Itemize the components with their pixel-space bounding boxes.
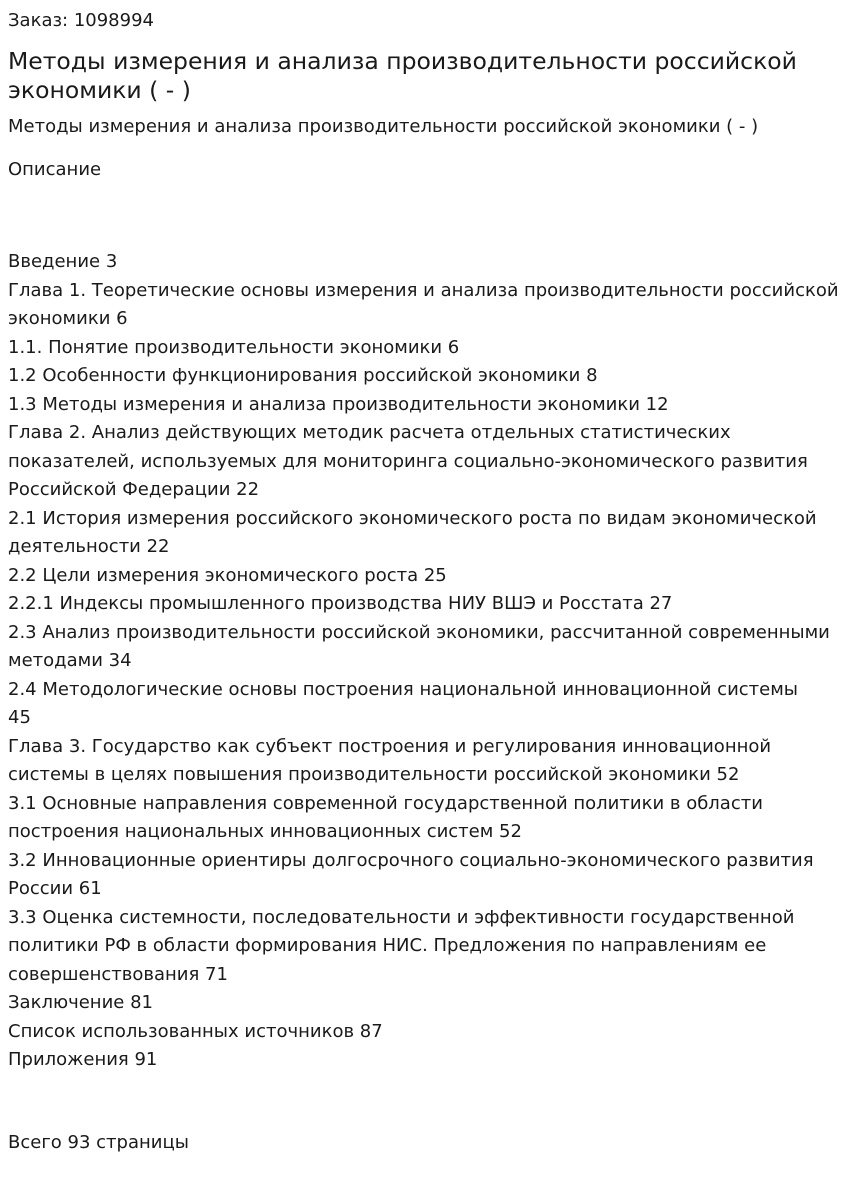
toc-item: Введение 3	[8, 251, 118, 272]
toc-item: 2.2.1 Индексы промышленного производства НИУ ВШЭ и Росстата 27	[8, 593, 673, 614]
toc-item: 45	[8, 707, 31, 728]
toc-item: 1.3 Методы измерения и анализа производительности экономики 12	[8, 393, 669, 415]
toc-item: Заключение 81	[8, 992, 153, 1013]
toc-item: 2.4 Методологические основы построения национальной инновационной системы	[8, 678, 799, 700]
toc-item: 1.2 Особенности функционирования российской экономики 8	[8, 365, 598, 386]
toc-item: 2.3 Анализ производительности российской экономики, рассчитанной современными методами 34	[8, 621, 830, 671]
toc-item: 3.1 Основные направления современной государственной политики в области построения национальных инновационных систем 52	[8, 792, 763, 842]
toc-item: 2.2 Цели измерения экономического роста 25	[8, 564, 447, 586]
page-subtitle: Методы измерения и анализа производительности российской экономики ( - )	[8, 116, 759, 137]
toc-item: Глава 2. Анализ действующих методик расчета отдельных статистических показателей, используемых для мониторинга социально-экономического развития Российской Федерации 22	[8, 422, 808, 500]
toc-item: 3.3 Оценка системности, последовательности и эффективности государственной политики РФ в области формирования НИС. Предложения по направлениям ее совершенствования 71	[8, 906, 795, 985]
toc-item: Список использованных источников 87	[8, 1020, 383, 1042]
toc-item: 1.1. Понятие производительности экономики 6	[8, 336, 460, 358]
toc-item: Приложения 91	[8, 1049, 158, 1070]
description-heading: Описание	[8, 159, 102, 180]
page-title: Методы измерения и анализа производительности российской экономики ( - )	[8, 47, 797, 104]
toc-item: Глава 1. Теоретические основы измерения и анализа производительности российской экономики 6	[8, 279, 839, 329]
table-of-contents	[8, 248, 842, 1075]
toc-item: 2.1 История измерения российского экономического роста по видам экономической деятельности 22	[8, 507, 817, 557]
toc-item: Глава 3. Государство как субъект построения и регулирования инновационной системы в целях повышения производительности российской экономики 52	[8, 735, 772, 785]
order-number: Заказ: 1098994	[8, 10, 154, 31]
toc-item: 3.2 Инновационные ориентиры долгосрочного социально-экономического развития России 61	[8, 849, 814, 899]
total-pages: Всего 93 страницы	[8, 1132, 189, 1153]
